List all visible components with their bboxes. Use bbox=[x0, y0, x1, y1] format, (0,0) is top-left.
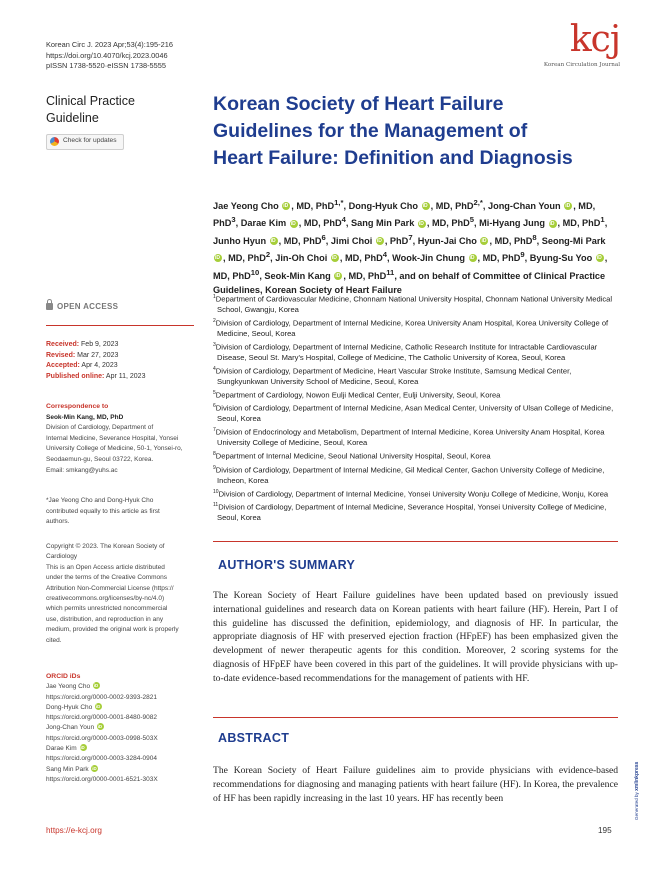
author-degree: , MD, PhD bbox=[426, 218, 470, 229]
copyright-line: under the terms of the Creative Commons bbox=[46, 574, 168, 582]
author-separator: , bbox=[524, 253, 530, 264]
author-separator: , bbox=[482, 201, 488, 212]
affiliation-item bbox=[213, 292, 618, 315]
author-name: Junho Hyun bbox=[213, 236, 267, 246]
copyright-line: This is an Open Access article distributed bbox=[46, 563, 165, 571]
author-name: Darae Kim bbox=[240, 218, 287, 229]
equal-contribution-line: *Jae Yeong Cho and Dong-Hyuk Cho bbox=[46, 497, 154, 504]
author-name: Seok-Min Kang bbox=[264, 270, 331, 281]
author-degree: , MD, PhD bbox=[339, 253, 383, 264]
orcid-entry-name-row bbox=[46, 723, 200, 733]
correspondence-block bbox=[46, 402, 201, 476]
affiliation-number: 8 bbox=[213, 451, 216, 458]
author-name: Jimi Choi bbox=[330, 236, 373, 246]
author-separator: , bbox=[270, 253, 276, 264]
affiliation-item bbox=[213, 316, 618, 339]
orcid-icon[interactable] bbox=[418, 220, 426, 228]
received-label: Received: bbox=[46, 341, 80, 348]
affiliation-text: Department of Cardiology, Nowon Eulji Medical Center, Eulji University, Seoul, Korea bbox=[215, 390, 501, 400]
orcid-entry-name-row bbox=[46, 744, 200, 754]
author-affiliation-mark: 2 bbox=[265, 250, 271, 260]
author-name: Seong-Mi Park bbox=[541, 236, 606, 246]
article-title-line: Korean Society of Heart Failure bbox=[213, 93, 504, 115]
author-degree: , MD, PhD bbox=[430, 201, 474, 212]
citation-block bbox=[46, 40, 173, 72]
author-degree: , MD, PhD bbox=[298, 218, 342, 229]
orcid-url-link[interactable]: https://orcid.org/0000-0003-0998-503X bbox=[46, 734, 158, 742]
orcid-icon[interactable] bbox=[93, 682, 100, 689]
copyright-line: Attribution Non-Commercial License (https:// bbox=[46, 584, 174, 592]
affiliation-text: Division of Cardiology, Department of Medicine, Heart Vascular Stroke Institute, Samsung Medical Center, Sungkyunkwan University School of Medicine, Seoul, Korea bbox=[215, 366, 572, 386]
author-affiliation-mark: 2,* bbox=[473, 198, 483, 207]
affiliation-item bbox=[213, 487, 618, 500]
open-access-badge bbox=[46, 302, 118, 311]
copyright-line: Copyright © 2023. The Korean Society of bbox=[46, 543, 165, 550]
author-degree: , MD, PhD bbox=[278, 236, 322, 246]
doi-link[interactable]: https://doi.org/10.4070/kcj.2023.0046 bbox=[46, 50, 168, 60]
author-name: Jin-Oh Choi bbox=[275, 253, 328, 264]
orcid-icon[interactable] bbox=[480, 237, 488, 245]
author-name: Jae Yeong Cho bbox=[213, 201, 279, 212]
orcid-icon[interactable] bbox=[422, 202, 430, 210]
divider bbox=[46, 325, 194, 326]
author-degree: , MD, PhD bbox=[477, 253, 521, 264]
affiliation-number: 5 bbox=[213, 389, 216, 396]
author-degree: , MD, PhD bbox=[223, 253, 266, 264]
author-name: Jong-Chan Youn bbox=[487, 201, 561, 212]
author-separator: , bbox=[235, 218, 241, 229]
affiliation-item bbox=[213, 340, 618, 363]
accepted-date: Apr 4, 2023 bbox=[81, 362, 118, 370]
affiliation-text: Division of Cardiology, Department of Internal Medicine, Gil Medical Center, Gachon University College of Medicine, Incheon, Korea bbox=[215, 465, 605, 485]
affiliation-item bbox=[213, 463, 618, 486]
affiliation-item bbox=[213, 425, 618, 448]
author-affiliation-mark: 10 bbox=[250, 267, 260, 277]
affiliation-number: 2 bbox=[213, 317, 216, 324]
author-separator: , bbox=[412, 236, 418, 246]
orcid-url-link[interactable]: https://orcid.org/0000-0001-6521-303X bbox=[46, 775, 158, 783]
author-name: Hyun-Jai Cho bbox=[417, 236, 477, 246]
author-separator: , bbox=[345, 218, 352, 229]
author-name: Wook-Jin Chung bbox=[392, 253, 465, 264]
affiliation-text: Division of Cardiology, Department of Internal Medicine, Yonsei University Wonju College of Medicine, Wonju, Korea bbox=[218, 489, 609, 499]
copyright-line: Cardiology bbox=[46, 553, 78, 561]
journal-logo bbox=[543, 19, 620, 68]
divider bbox=[213, 541, 618, 542]
affiliation-text: Department of Cardiovascular Medicine, Chonnam National University Hospital, Chonnam National University Medical School, Gwangju, Korea bbox=[215, 294, 613, 314]
orcid-icon[interactable] bbox=[214, 254, 222, 262]
author-affiliation-mark: 4 bbox=[382, 250, 388, 260]
author-degree: , MD, PhD bbox=[291, 201, 335, 212]
author-affiliation-mark: 1 bbox=[600, 215, 605, 225]
author-affiliation-mark: 5 bbox=[469, 215, 475, 225]
orcid-icon[interactable] bbox=[80, 744, 87, 751]
orcid-entry-name-row bbox=[46, 682, 200, 692]
affiliation-number: 1 bbox=[213, 294, 216, 300]
orcid-author-name: Sang Min Park bbox=[46, 765, 89, 773]
affiliation-item bbox=[213, 388, 618, 401]
copyright-line: cited. bbox=[46, 636, 62, 644]
author-affiliation-mark: 4 bbox=[341, 215, 346, 225]
orcid-entry-name-row bbox=[46, 765, 200, 775]
author-name: Dong-Hyuk Cho bbox=[348, 201, 419, 212]
correspondence-address-line: University College of Medicine, 50-1, Yonsei-ro, bbox=[46, 445, 183, 453]
open-lock-icon bbox=[46, 303, 53, 310]
author-separator: , and on behalf of Committee of Clinical Practice Guidelines, Korean Society of Heart Failure bbox=[213, 270, 606, 296]
copyright-line: use, distribution, and reproduction in any bbox=[46, 615, 164, 623]
orcid-block bbox=[46, 672, 200, 785]
orcid-icon[interactable] bbox=[469, 254, 477, 262]
page-number: 195 bbox=[598, 826, 612, 835]
accepted-label: Accepted: bbox=[46, 362, 80, 370]
affiliation-number: 7 bbox=[213, 427, 216, 434]
orcid-icon[interactable] bbox=[95, 703, 102, 710]
orcid-icon[interactable] bbox=[331, 254, 339, 262]
orcid-author-name: Darae Kim bbox=[46, 745, 77, 753]
orcid-url-link[interactable]: https://orcid.org/0000-0003-3284-0904 bbox=[46, 755, 157, 763]
author-affiliation-mark: 11 bbox=[386, 267, 395, 277]
affiliation-number: 11 bbox=[213, 502, 219, 509]
author-degree: , MD, PhD bbox=[213, 253, 608, 281]
correspondence-name: Seok-Min Kang, MD, PhD bbox=[46, 413, 124, 421]
article-type-line: Guideline bbox=[46, 111, 99, 125]
affiliation-item bbox=[213, 364, 618, 387]
published-label: Published online: bbox=[46, 372, 105, 380]
author-separator: , bbox=[343, 201, 349, 212]
orcid-icon[interactable] bbox=[334, 272, 342, 280]
open-access-label: OPEN ACCESS bbox=[57, 302, 119, 311]
article-title bbox=[213, 91, 623, 172]
author-separator: , bbox=[325, 236, 331, 246]
copyright-line: creativecommons.org/licenses/by-nc/4.0) bbox=[46, 595, 165, 603]
author-name: Byung-Su Yoo bbox=[529, 253, 593, 264]
correspondence-address-line: Email: smkang@yuhs.ac bbox=[46, 466, 118, 474]
generator-brand bbox=[634, 740, 640, 820]
revised-date: Mar 27, 2023 bbox=[77, 351, 119, 359]
orcid-icon[interactable] bbox=[596, 254, 604, 262]
orcid-author-name: Jae Yeong Cho bbox=[46, 683, 91, 691]
orcid-icon[interactable] bbox=[282, 202, 290, 210]
correspondence-heading: Correspondence to bbox=[46, 403, 109, 410]
affiliation-text: Division of Cardiology, Department of Internal Medicine, Asan Medical Center, University of Ulsan College of Medicine, Seoul, Korea bbox=[215, 403, 614, 424]
author-degree: , MD, PhD bbox=[213, 201, 596, 229]
equal-contribution-line: contributed equally to this article as first bbox=[46, 507, 160, 515]
published-date: Apr 11, 2023 bbox=[105, 372, 146, 380]
affiliation-text: Division of Cardiology, Department of Internal Medicine, Korea University Anam Hospital, Korea University College of Medicine, Seoul, Korea bbox=[215, 318, 609, 338]
journal-website-link[interactable]: https://e-kcj.org bbox=[46, 826, 102, 835]
affiliation-item bbox=[213, 500, 618, 523]
received-date: Feb 9, 2023 bbox=[81, 341, 119, 348]
authors-summary-heading: AUTHOR'S SUMMARY bbox=[218, 558, 356, 572]
author-affiliation-mark: 9 bbox=[520, 250, 525, 260]
orcid-url-link[interactable]: https://orcid.org/0000-0001-8480-9082 bbox=[46, 714, 157, 722]
issn-line: pISSN 1738-5520·eISSN 1738-5555 bbox=[46, 61, 166, 70]
author-degree: , PhD bbox=[384, 236, 409, 246]
author-separator: , bbox=[387, 253, 393, 264]
affiliation-number: 6 bbox=[213, 403, 216, 410]
affiliation-text: Department of Internal Medicine, Seoul National University Hospital, Seoul, Korea bbox=[215, 451, 491, 461]
correspondence-address-line: Seodaemun-gu, Seoul 03722, Korea. bbox=[46, 455, 154, 463]
affiliation-item bbox=[213, 401, 618, 424]
generator-prefix: Generated by bbox=[634, 792, 639, 820]
article-dates bbox=[46, 340, 145, 382]
generator-name: xmlinkpress bbox=[634, 761, 640, 791]
affiliation-item bbox=[213, 449, 618, 462]
crossmark-icon bbox=[50, 137, 59, 146]
orcid-author-name: Dong-Hyuk Cho bbox=[46, 703, 93, 711]
author-list bbox=[213, 196, 618, 298]
journal-logo-subtitle: Korean Circulation Journal bbox=[543, 62, 620, 68]
affiliation-number: 3 bbox=[213, 341, 216, 348]
correspondence-address-line: Internal Medicine, Severance Hospital, Yonsei bbox=[46, 434, 179, 442]
affiliation-text: Division of Endocrinology and Metabolism, Department of Internal Medicine, Korea University Anam Hospital, Korea University College of Medicine, Seoul, Korea bbox=[215, 427, 605, 448]
author-separator: , bbox=[536, 236, 542, 246]
article-title-line: Heart Failure: Definition and Diagnosis bbox=[213, 147, 573, 169]
authors-summary-text: The Korean Society of Heart Failure guidelines have been updated based on previously issued international guidelines and research data on Korean patients with heart failure (HF). Herein, Part I of this guideline has discussed the definition, epidemiology, and diagnosis of HF. In particular, the appropriate diagnosis of HF with preserved ejection fraction (HFpEF) has been emphasized given the development of newer therapeutic agents for this condition. Moreover, 2 scoring systems for the diagnosis of HFpEF have been covered in this part of the guidelines. It will provide physicians with up-to-date evidence-based recommendations for the management of patients with HF. bbox=[213, 590, 618, 684]
abstract-heading: ABSTRACT bbox=[218, 731, 290, 745]
correspondence-address-line: Division of Cardiology, Department of bbox=[46, 424, 154, 432]
citation-line: Korean Circ J. 2023 Apr;53(4):195-216 bbox=[46, 40, 173, 49]
author-affiliation-mark: 6 bbox=[321, 232, 326, 242]
equal-contribution-line: authors. bbox=[46, 518, 70, 526]
affiliation-number: 10 bbox=[213, 488, 219, 495]
copyright-line: which permits unrestricted noncommercial bbox=[46, 605, 168, 613]
author-affiliation-mark: 3 bbox=[231, 215, 236, 225]
article-type-line: Clinical Practice bbox=[46, 94, 135, 108]
orcid-url-link[interactable]: https://orcid.org/0000-0002-9393-2821 bbox=[46, 693, 157, 701]
journal-logo-mark: kcj bbox=[569, 19, 620, 60]
orcid-icon[interactable] bbox=[97, 723, 104, 730]
author-name: Sang Min Park bbox=[351, 218, 415, 229]
article-type bbox=[46, 93, 135, 127]
check-for-updates-label: Check for updates bbox=[63, 137, 117, 144]
copyright-block bbox=[46, 542, 200, 646]
author-affiliation-mark: 1,* bbox=[334, 198, 344, 207]
author-degree: , MD, PhD bbox=[489, 236, 533, 246]
orcid-icon[interactable] bbox=[290, 220, 298, 228]
orcid-icon[interactable] bbox=[270, 237, 278, 245]
orcid-icon[interactable] bbox=[549, 220, 557, 228]
author-affiliation-mark: 7 bbox=[408, 232, 413, 242]
author-separator: , bbox=[259, 270, 265, 281]
author-degree: , MD, PhD bbox=[343, 270, 387, 281]
copyright-line: medium, provided the original work is properly bbox=[46, 626, 179, 634]
equal-contribution-note bbox=[46, 496, 196, 528]
author-affiliation-mark: 8 bbox=[532, 232, 537, 242]
affiliation-text: Division of Cardiology, Department of Internal Medicine, Catholic Research Institute for Intractable Cardiovascular Disease, Seoul St. Mary's Hospital, College of Medicine, The Catholic University of Korea, Seoul, Korea bbox=[215, 342, 598, 362]
affiliation-number: 9 bbox=[213, 464, 216, 471]
author-separator: , bbox=[474, 218, 480, 229]
revised-label: Revised: bbox=[46, 351, 76, 359]
orcid-icon[interactable] bbox=[376, 237, 384, 245]
orcid-icon[interactable] bbox=[91, 765, 98, 772]
orcid-entry-name-row bbox=[46, 703, 200, 713]
article-title-line: Guidelines for the Management of bbox=[213, 120, 528, 142]
orcid-heading: ORCID iDs bbox=[46, 673, 81, 680]
affiliation-text: Division of Cardiology, Department of Internal Medicine, Severance Hospital, Yonsei University College of Medicine, Seoul, Korea bbox=[217, 502, 607, 523]
author-degree: , MD, PhD bbox=[557, 218, 601, 229]
author-separator: , bbox=[604, 218, 608, 229]
affiliation-number: 4 bbox=[213, 365, 216, 372]
abstract-text: The Korean Society of Heart Failure guidelines aim to provide physicians with evidence-based recommendations for diagnosing and managing patients with heart failure (HF). In Korea, the prevalence of HF has been rapidly increasing in the last 10 years. HF has recently been bbox=[213, 765, 618, 804]
author-name: Mi-Hyang Jung bbox=[479, 218, 545, 229]
orcid-author-name: Jong-Chan Youn bbox=[46, 724, 95, 732]
divider bbox=[213, 717, 618, 718]
orcid-icon[interactable] bbox=[564, 202, 572, 210]
affiliation-list bbox=[213, 292, 618, 524]
check-for-updates-button[interactable] bbox=[46, 134, 124, 150]
